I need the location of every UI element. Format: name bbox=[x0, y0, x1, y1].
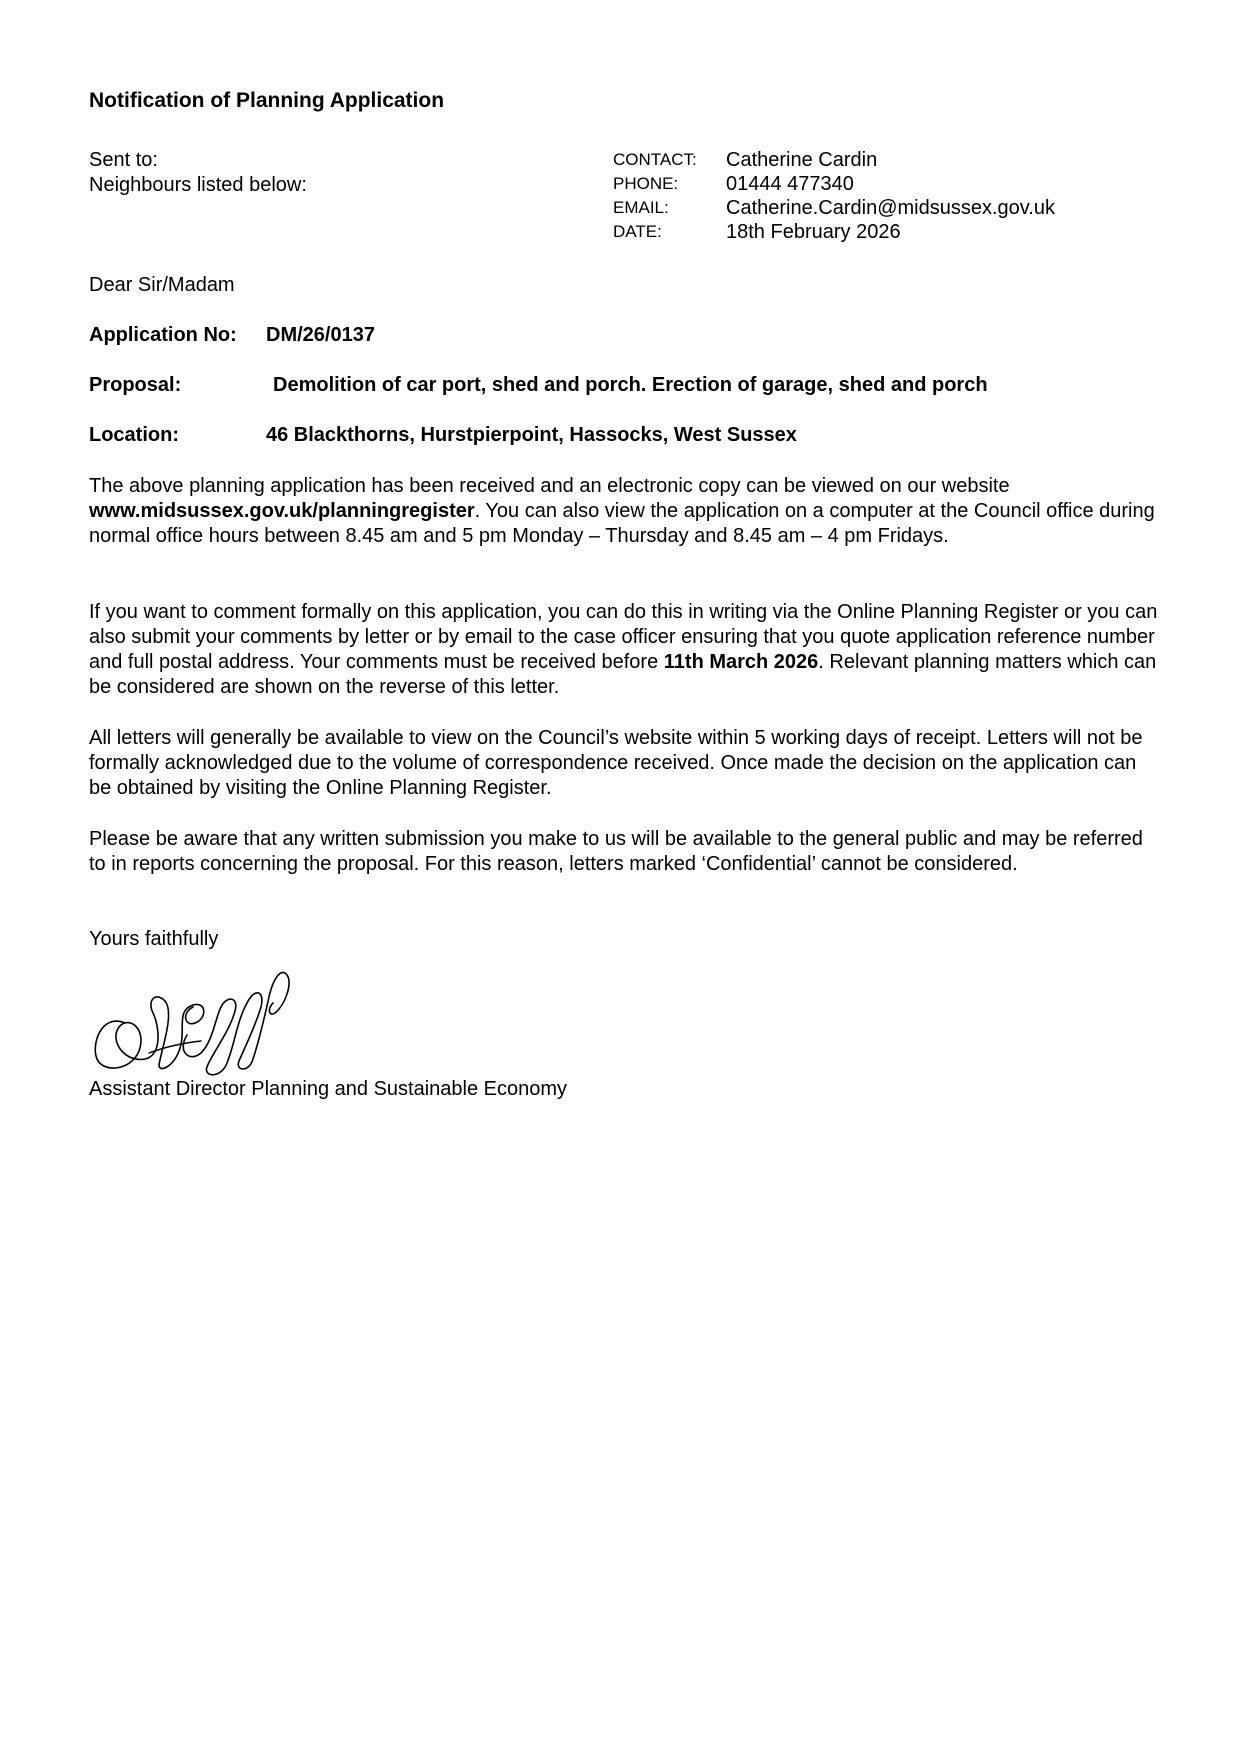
contact-label: CONTACT: bbox=[613, 150, 697, 169]
date-label: DATE: bbox=[613, 222, 662, 241]
phone-value: 01444 477340 bbox=[726, 173, 854, 195]
proposal-label: Proposal: bbox=[89, 374, 182, 396]
planning-register-link[interactable]: www.midsussex.gov.uk/planningregister bbox=[89, 500, 475, 522]
email-label: EMAIL: bbox=[613, 198, 669, 217]
recipient-block bbox=[89, 148, 307, 198]
date-value: 18th February 2026 bbox=[726, 221, 901, 243]
date-row bbox=[613, 220, 1055, 244]
location bbox=[89, 424, 797, 447]
phone-label: PHONE: bbox=[613, 174, 679, 193]
proposal-value: Demolition of car port, shed and porch. Erection of garage, shed and porch bbox=[273, 374, 988, 396]
application-number-value: DM/26/0137 bbox=[266, 324, 375, 346]
location-value: 46 Blackthorns, Hurstpierpoint, Hassocks, West Sussex bbox=[266, 424, 797, 446]
sent-to-label: Sent to: bbox=[89, 149, 158, 171]
handwritten-signature bbox=[89, 955, 299, 1077]
paragraph-viewing-end: . You can also view the application on a computer at the Council office during normal office hours between 8.45 am and 5 pm Monday – Thursday and 8.45 am – 4 pm Fridays. bbox=[89, 500, 1155, 547]
paragraph-confidentiality: Please be aware that any written submission you make to us will be available to the general public and may be referred to in reports concerning the proposal. For this reason, letters marked ‘Confidential’ cannot be considered. bbox=[89, 828, 1143, 875]
contact-block bbox=[613, 148, 1055, 244]
application-number bbox=[89, 324, 375, 347]
email-value: Catherine.Cardin@midsussex.gov.uk bbox=[726, 197, 1055, 219]
paragraph-letters: All letters will generally be available to view on the Council’s website within 5 working days of receipt. Letters will not be formally acknowledged due to the volume of correspondence received. Once made the decision on the application can be obtained by visiting the Online Planning Register. bbox=[89, 727, 1143, 799]
location-label: Location: bbox=[89, 424, 179, 446]
paragraph-commenting bbox=[89, 600, 1164, 700]
contact-value: Catherine Cardin bbox=[726, 149, 878, 171]
signatory-title: Assistant Director Planning and Sustainable Economy bbox=[89, 1078, 568, 1100]
comment-deadline: 11th March 2026 bbox=[663, 651, 819, 673]
paragraph-commenting-start: If you want to comment formally on this application, you can do this in writing via the Online Planning Register or you can also submit your comments by letter or by email to the case officer ensuring that you quote application reference number and full postal address. Your comments must be received before bbox=[89, 601, 1158, 673]
paragraph-commenting-end: . Relevant planning matters which can be considered are shown on the reverse of this letter. bbox=[89, 651, 1157, 698]
neighbours-label: Neighbours listed below: bbox=[89, 174, 307, 196]
closing: Yours faithfully bbox=[89, 928, 219, 950]
phone-row bbox=[613, 172, 1055, 196]
email-row bbox=[613, 196, 1055, 220]
letter-title: Notification of Planning Application bbox=[89, 89, 445, 112]
paragraph-viewing bbox=[89, 474, 1164, 549]
application-number-label: Application No: bbox=[89, 324, 237, 346]
contact-row bbox=[613, 148, 1055, 172]
paragraph-viewing-start: The above planning application has been received and an electronic copy can be viewed on our website bbox=[89, 475, 1010, 497]
proposal bbox=[89, 374, 988, 397]
greeting: Dear Sir/Madam bbox=[89, 274, 235, 296]
